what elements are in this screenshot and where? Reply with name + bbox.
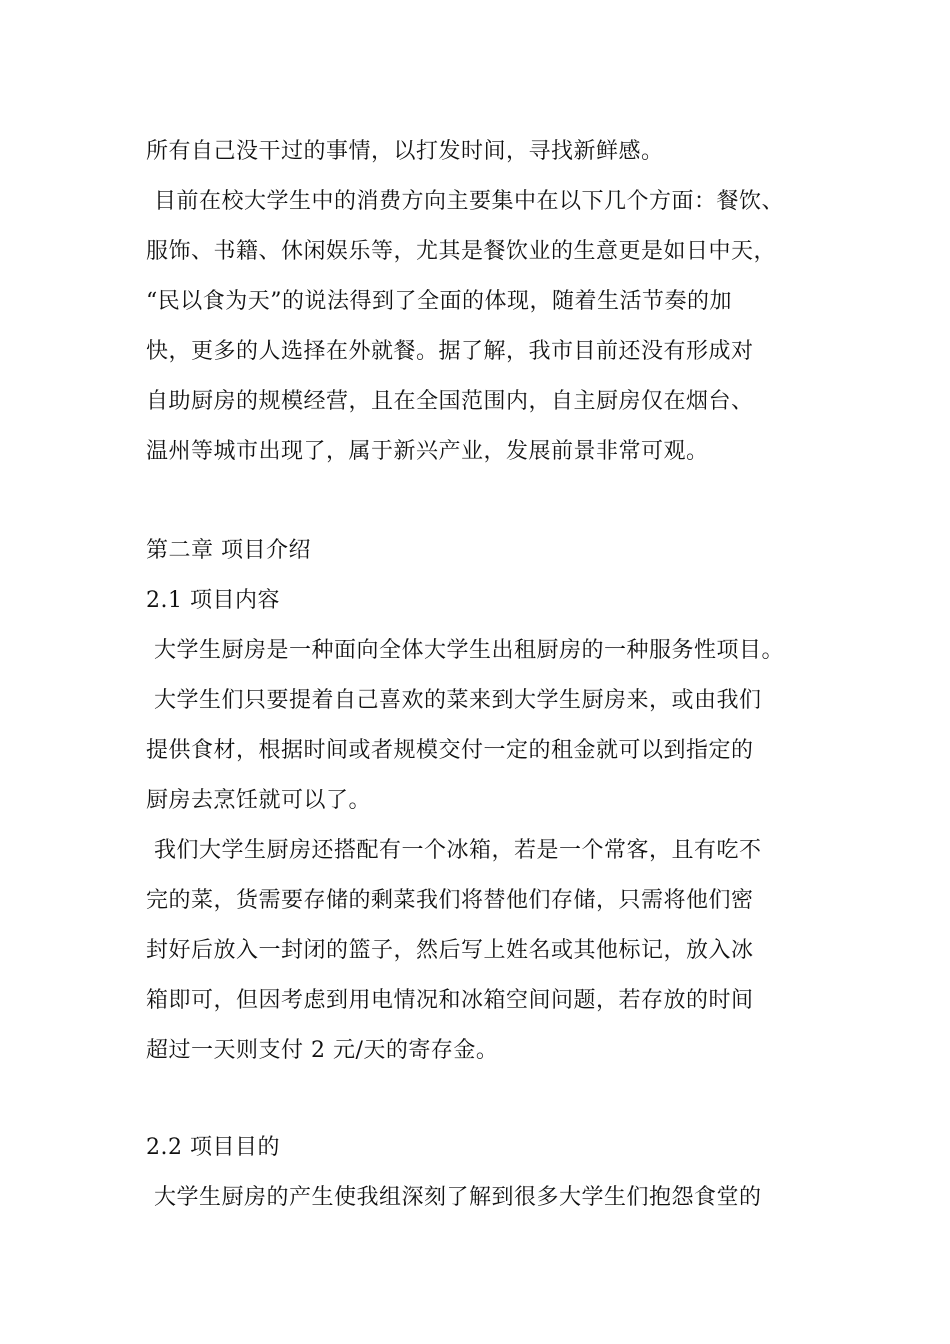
intro-line-2: 目前在校大学生中的消费方向主要集中在以下几个方面：餐饮、	[154, 189, 785, 214]
section-2-1-line-2: 大学生们只要提着自己喜欢的菜来到大学生厨房来，或由我们	[154, 688, 762, 713]
section-2-1-line-5: 我们大学生厨房还搭配有一个冰箱，若是一个常客，且有吃不	[154, 838, 762, 863]
section-2-1-line-4: 厨房去烹饪就可以了。	[146, 788, 372, 813]
section-2-1-line-8: 箱即可，但因考虑到用电情况和冰箱空间问题，若存放的时间	[146, 988, 754, 1013]
section-2-1-line-6: 完的菜，货需要存储的剩菜我们将替他们存储，只需将他们密	[146, 888, 754, 913]
section-2-1-line-1: 大学生厨房是一种面向全体大学生出租厨房的一种服务性项目。	[154, 638, 785, 663]
section-2-1-line-3: 提供食材，根据时间或者规模交付一定的租金就可以到指定的	[146, 738, 754, 763]
intro-line-6: 自助厨房的规模经营，且在全国范围内，自主厨房仅在烟台、	[146, 389, 754, 414]
section-2-2-title: 2.2 项目目的	[146, 1135, 280, 1160]
section-2-2-line-1: 大学生厨房的产生使我组深刻了解到很多大学生们抱怨食堂的	[154, 1185, 762, 1210]
intro-line-3: 服饰、书籍、休闲娱乐等，尤其是餐饮业的生意更是如日中天，	[146, 239, 777, 264]
intro-line-5: 快，更多的人选择在外就餐。据了解，我市目前还没有形成对	[146, 339, 754, 364]
intro-line-4: “民以食为天”的说法得到了全面的体现，随着生活节奏的加	[146, 289, 732, 314]
section-2-1-title: 2.1 项目内容	[146, 588, 280, 613]
intro-line-1: 所有自己没干过的事情，以打发时间，寻找新鲜感。	[146, 139, 664, 164]
intro-line-7: 温州等城市出现了，属于新兴产业，发展前景非常可观。	[146, 439, 709, 464]
section-2-1-line-9: 超过一天则支付 2 元/天的寄存金。	[146, 1038, 499, 1063]
chapter-title: 第二章 项目介绍	[146, 538, 311, 563]
section-2-1-line-7: 封好后放入一封闭的篮子，然后写上姓名或其他标记，放入冰	[146, 938, 754, 963]
